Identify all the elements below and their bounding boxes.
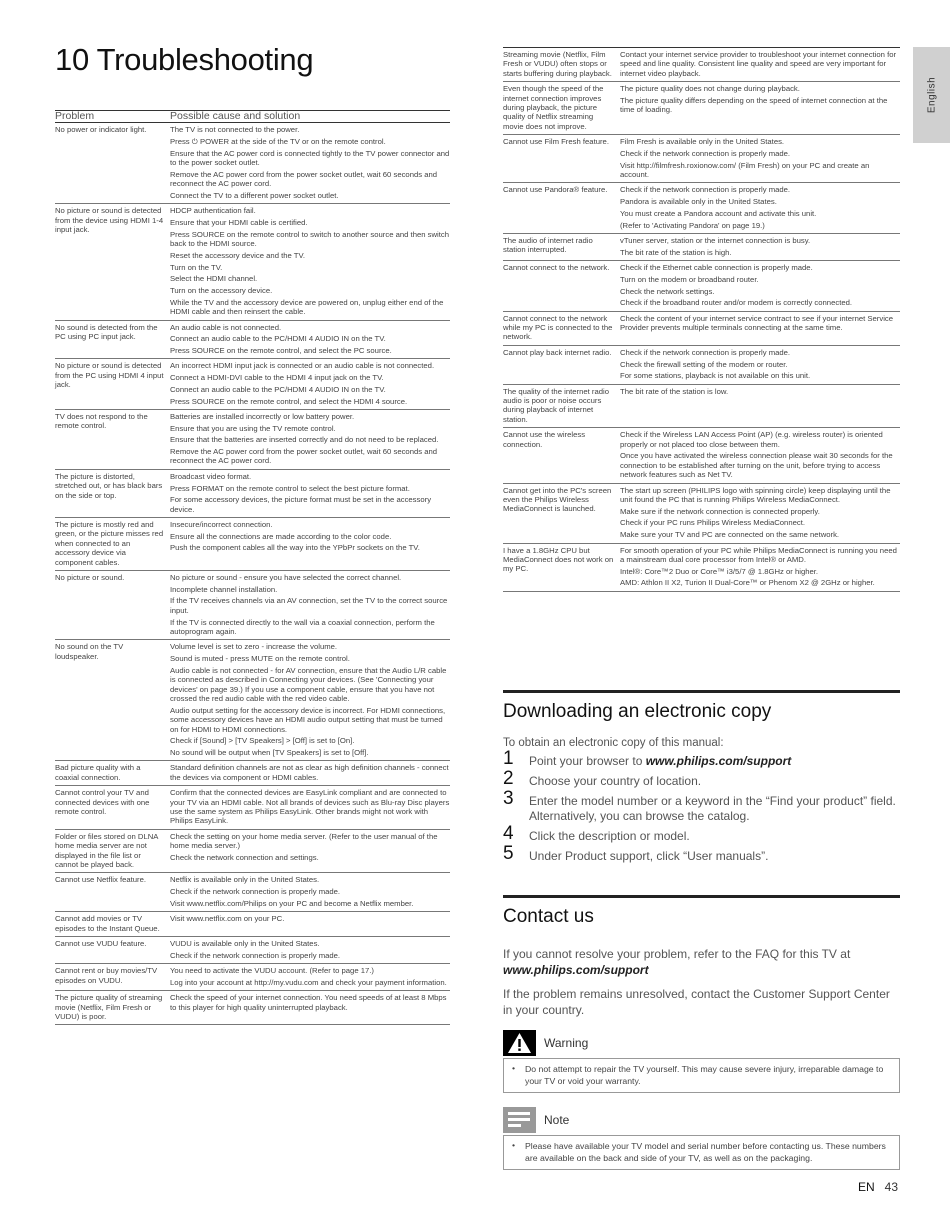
download-step (503, 788, 900, 824)
step-number: 5 (503, 843, 514, 864)
solution-line: Film Fresh is available only in the United States. (620, 137, 785, 147)
table-row (503, 543, 900, 591)
solution-line: While the TV and the accessory device are powered on, unplug either end of the HDMI cable and then reinsert the cable. (170, 297, 444, 317)
table-row (55, 964, 450, 991)
table-row (503, 135, 900, 183)
solution-line: An incorrect HDMI input jack is connected or an audio cable is not connected. (170, 361, 435, 371)
problem-cell: I have a 1.8GHz CPU but MediaConnect does not work on my PC. (503, 543, 620, 591)
note-label: Note (544, 1113, 570, 1127)
solution-cell (170, 786, 450, 830)
solution-line: Broadcast video format. (170, 471, 252, 481)
table-row (55, 829, 450, 873)
problem-cell: Cannot play back internet radio. (503, 345, 620, 384)
solution-line: Volume level is set to zero - increase the volume. (170, 642, 338, 652)
download-intro: To obtain an electronic copy of this manual: (503, 737, 724, 749)
table-row (503, 48, 900, 82)
page-footer (858, 1180, 898, 1194)
table-row (55, 786, 450, 830)
solution-line: Check the content of your internet service contract to see if your internet Service Provider prevents multiple terminals connecting at the same time. (620, 313, 894, 333)
step-text: Point your browser to (529, 754, 646, 768)
problem-cell: Cannot connect to the network. (503, 261, 620, 312)
solution-line: For some accessory devices, the picture format must be set in the accessory device. (170, 495, 432, 514)
solution-line: For smooth operation of your PC while Philips MediaConnect is running you need a mainstream dual core processor from Intel® or AMD. (620, 545, 897, 564)
solution-line: Reset the accessory device and the TV. (170, 250, 306, 260)
solution-line: Ensure that you are using the TV remote control. (170, 423, 336, 433)
step-text: Click the description or model. (529, 829, 690, 843)
solution-line: Batteries are installed incorrectly or low battery power. (170, 411, 355, 421)
solution-cell (620, 261, 900, 312)
problem-cell: Cannot rent or buy movies/TV episodes on VUDU. (55, 964, 170, 991)
solution-line: The bit rate of the station is low. (620, 386, 729, 396)
problem-cell: Cannot use the wireless connection. (503, 428, 620, 483)
note-text: Please have available your TV model and serial number before contacting us. These numbers are available on the back and side of your TV, as well as on the packaging. (525, 1141, 886, 1163)
solution-cell (170, 640, 450, 761)
download-step (503, 823, 900, 844)
troubleshooting-table-right (503, 47, 900, 592)
step-text: Enter the model number or a keyword in the “Find your product” field. Alternatively, you can browse the catalog. (529, 794, 896, 823)
solution-line: Turn on the modem or broadband router. (620, 274, 759, 284)
solution-cell (620, 483, 900, 543)
contact-faq-text (503, 946, 900, 978)
solution-line: If the TV is connected directly to the wall via a coaxial connection, perform the autoprogram again. (170, 617, 435, 636)
solution-line: Press SOURCE on the remote control to switch to another source and then switch back to the HDMI source. (170, 229, 450, 249)
solution-line: Check if [Sound] > [TV Speakers] > [Off] is set to [On]. (170, 736, 355, 746)
solution-line: Make sure your TV and PC are connected on the same network. (620, 530, 840, 540)
table-row (503, 311, 900, 345)
table-row (55, 761, 450, 786)
solution-line: Remove the AC power cord from the power socket outlet, wait 60 seconds and reconnect the AC power cord. (170, 447, 438, 466)
solution-line: Push the component cables all the way into the YPbPr sockets on the TV. (170, 543, 420, 553)
note-icon (503, 1107, 536, 1133)
solution-line: For some stations, playback is not available on this unit. (620, 371, 811, 381)
problem-cell: TV does not respond to the remote control. (55, 409, 170, 469)
solution-cell (170, 518, 450, 571)
table-row (503, 261, 900, 312)
solution-cell (170, 204, 450, 320)
table-row (503, 345, 900, 384)
solution-cell (620, 384, 900, 428)
step-number: 2 (503, 768, 514, 789)
bullet-icon: • (512, 1063, 516, 1073)
solution-cell (170, 409, 450, 469)
solution-line: The picture quality does not change during playback. (620, 84, 800, 94)
page-title: 10 Troubleshooting (55, 42, 314, 77)
solution-line: Connect the TV to a different power socket outlet. (170, 191, 339, 201)
solution-line: The bit rate of the station is high. (620, 247, 732, 257)
footer-lang: EN (857, 1180, 875, 1194)
solution-cell (170, 912, 450, 937)
solution-line: Ensure that your HDMI cable is certified. (170, 218, 308, 228)
problem-cell: No power or indicator light. (55, 123, 170, 204)
solution-line: vTuner server, station or the internet connection is busy. (620, 235, 811, 245)
note-header (503, 1107, 900, 1133)
solution-line: Confirm that the connected devices are EasyLink compliant and are connected to your TV via an HDMI cable. Not all brands of devices such as Blu-ray Disc players use the same system as Philips EasyLink. Other brands might not work with Philips EasyLink. (170, 788, 450, 826)
step-number: 4 (503, 823, 514, 844)
solution-line: HDCP authentication fail. (170, 206, 256, 216)
contact-unresolved-text: If the problem remains unresolved, contact the Customer Support Center in your country. (503, 987, 890, 1017)
solution-cell (620, 135, 900, 183)
problem-header: Problem (55, 111, 170, 123)
solution-cell (170, 359, 450, 410)
solution-line: Turn on the accessory device. (170, 286, 273, 296)
solution-cell (170, 937, 450, 964)
contact-faq-sentence: If you cannot resolve your problem, refer to the FAQ for this TV at (503, 947, 851, 961)
problem-cell: Streaming movie (Netflix, Film Fresh or VUDU) often stops or starts buffering during playback. (503, 48, 620, 82)
solution-line: Connect an audio cable to the PC/HDMI 4 AUDIO IN on the TV. (170, 384, 386, 394)
solution-line: Standard definition channels are not as clear as high definition channels - connect the devices via component or HDMI cables. (170, 763, 449, 782)
download-step (503, 768, 900, 789)
solution-line: Visit www.netflix.com on your PC. (170, 914, 285, 924)
solution-line: No sound will be output when [TV Speakers] is set to [Off]. (170, 747, 369, 757)
solution-line: Select the HDMI channel. (170, 274, 258, 284)
table-row (55, 518, 450, 571)
page-number: 43 (884, 1180, 898, 1194)
contact-title: Contact us (503, 906, 594, 927)
solution-line: Check if the network connection is properly made. (620, 148, 791, 158)
solution-line: You must create a Pandora account and activate this unit. (620, 208, 817, 218)
download-step (503, 843, 900, 864)
solution-line: If the TV receives channels via an AV connection, set the TV to the correct source input. (170, 596, 448, 615)
problem-cell: The picture quality of streaming movie (Netflix, Film Fresh or VUDU) is poor. (55, 991, 170, 1025)
problem-cell: Folder or files stored on DLNA home media server are not displayed in the file list or cannot be played back. (55, 829, 170, 873)
solution-line: Check if your PC runs Philips Wireless MediaConnect. (620, 518, 805, 528)
warning-header (503, 1030, 900, 1056)
download-section (503, 690, 900, 869)
solution-line: Check if the broadband router and/or modem is correctly connected. (620, 298, 853, 308)
problem-cell: Cannot use Film Fresh feature. (503, 135, 620, 183)
warning-box (503, 1058, 900, 1093)
bullet-icon: • (512, 1140, 516, 1150)
solution-line: Check the network connection and settings. (170, 852, 319, 862)
solution-cell (620, 48, 900, 82)
table-row (503, 233, 900, 260)
problem-cell: No picture or sound. (55, 571, 170, 640)
problem-cell: Cannot use Netflix feature. (55, 873, 170, 912)
solution-cell (170, 320, 450, 359)
solution-cell (170, 123, 450, 204)
problem-cell: Even though the speed of the internet connection improves during playback, the picture quality of Netflix streaming movie does not improve. (503, 82, 620, 135)
solution-line: The TV is not connected to the power. (170, 125, 300, 135)
solution-line: Netflix is available only in the United States. (170, 875, 320, 885)
language-tab (913, 47, 950, 143)
problem-cell: The audio of internet radio station interrupted. (503, 233, 620, 260)
solution-line: Turn on the TV. (170, 262, 223, 272)
solution-line: Check if the network connection is properly made. (170, 950, 341, 960)
solution-cell (620, 183, 900, 234)
note-box (503, 1135, 900, 1170)
download-step (503, 748, 900, 769)
solution-cell (170, 873, 450, 912)
solution-line: Check if the network connection is properly made. (620, 185, 791, 195)
step-text: Under Product support, click “User manuals”. (529, 849, 769, 863)
solution-line: Insecure/incorrect connection. (170, 520, 273, 530)
warning-icon (503, 1030, 536, 1056)
problem-cell: Cannot use VUDU feature. (55, 937, 170, 964)
solution-cell (170, 469, 450, 517)
problem-cell: The quality of the internet radio audio is poor or noise occurs during playback of internet station. (503, 384, 620, 428)
problem-cell: Cannot connect to the network while my PC is connected to the network. (503, 311, 620, 345)
solution-cell (620, 543, 900, 591)
step-number: 3 (503, 788, 514, 809)
solution-line: Connect a HDMI-DVI cable to the HDMI 4 input jack on the TV. (170, 373, 384, 383)
solution-line: No picture or sound - ensure you have selected the correct channel. (170, 573, 402, 583)
solution-line: (Refer to 'Activating Pandora' on page 19.) (620, 220, 765, 230)
solution-line: Sound is muted - press MUTE on the remote control. (170, 654, 350, 664)
solution-line: The start up screen (PHILIPS logo with spinning circle) keep displaying until the unit found the PC that is running Philips Wireless MediaConnect. (620, 485, 891, 504)
table-row (55, 991, 450, 1025)
solution-line: Ensure that the batteries are inserted correctly and do not need to be replaced. (170, 435, 439, 445)
solution-line: Audio output setting for the accessory device is incorrect. For HDMI connections, some accessory devices have an HDMI audio output setting that must be turned on for HDMI to HDMI connections. (170, 705, 446, 734)
solution-cell (170, 829, 450, 873)
solution-cell (170, 964, 450, 991)
table-row (55, 409, 450, 469)
solution-line: Visit http://filmfresh.roxionow.com/ (Film Fresh) on your PC and create an account. (620, 160, 870, 180)
solution-cell (170, 571, 450, 640)
table-row (55, 320, 450, 359)
solution-line: Check if the network connection is properly made. (170, 887, 341, 897)
solution-line: VUDU is available only in the United States. (170, 939, 320, 949)
solution-line: Contact your internet service provider to troubleshoot your internet connection for speed and line quality. Consistent line quality and speed are very important for internet video playback. (620, 50, 897, 78)
table-row (55, 873, 450, 912)
solution-line: Check if the Ethernet cable connection is properly made. (620, 263, 813, 273)
problem-cell: Cannot get into the PC's screen even the Philips Wireless MediaConnect is launched. (503, 483, 620, 543)
problem-cell: Cannot add movies or TV episodes to the Instant Queue. (55, 912, 170, 937)
solution-cell (620, 345, 900, 384)
contact-section (503, 895, 900, 1170)
solution-cell (620, 82, 900, 135)
problem-cell: No picture or sound is detected from the PC using HDMI 4 input jack. (55, 359, 170, 410)
support-link[interactable]: www.philips.com/support (503, 963, 649, 977)
solution-cell (170, 991, 450, 1025)
solution-line: Check if the Wireless LAN Access Point (AP) (e.g. wireless router) is oriented properly or not placed too close between them. (620, 430, 883, 449)
step-text: Choose your country of location. (529, 774, 702, 788)
warning-text: Do not attempt to repair the TV yourself. This may cause severe injury, irreparable damage to your TV or void your warranty. (525, 1064, 884, 1086)
problem-cell: Cannot control your TV and connected devices with one remote control. (55, 786, 170, 830)
table-row (503, 483, 900, 543)
solution-line: Once you have activated the wireless connection please wait 30 seconds for the connection to be established after turning on the unit, before trying to access network features such as Net TV. (620, 451, 893, 480)
step-number: 1 (503, 748, 514, 769)
solution-line: Incomplete channel installation. (170, 584, 278, 594)
solution-line: Press ⏻ POWER at the side of the TV or on the remote control. (170, 137, 386, 147)
solution-line: Log into your account at http://my.vudu.com and check your payment information. (170, 977, 447, 987)
table-row (55, 571, 450, 640)
solution-line: Check the speed of your internet connection. You need speeds of at least 8 Mbps to this player for high quality uninterrupted playback. (170, 993, 447, 1012)
solution-line: Press SOURCE on the remote control, and select the PC source. (170, 345, 392, 355)
solution-line: Intel®: Core™2 Duo or Core™ i3/5/7 @ 1.8GHz or higher. (620, 566, 819, 576)
table-row (503, 428, 900, 483)
problem-cell: No picture or sound is detected from the device using HDMI 1-4 input jack. (55, 204, 170, 320)
solution-line: You need to activate the VUDU account. (Refer to page 17.) (170, 966, 374, 976)
solution-line: Pandora is available only in the United States. (620, 197, 777, 207)
solution-line: Check if the network connection is properly made. (620, 347, 791, 357)
problem-cell: The picture is mostly red and green, or the picture misses red when connected to an accessory device via component cables. (55, 518, 170, 571)
download-steps (503, 748, 900, 864)
problem-cell: The picture is distorted, stretched out, or has black bars on the side or top. (55, 469, 170, 517)
table-row (55, 359, 450, 410)
solution-line: Connect an audio cable to the PC/HDMI 4 AUDIO IN on the TV. (170, 334, 386, 344)
support-link[interactable]: www.philips.com/support (645, 754, 792, 768)
table-row (55, 912, 450, 937)
solution-line: An audio cable is not connected. (170, 322, 282, 332)
solution-line: Press FORMAT on the remote control to select the best picture format. (170, 483, 410, 493)
table-row (503, 183, 900, 234)
problem-cell: Bad picture quality with a coaxial connection. (55, 761, 170, 786)
solution-line: Ensure that the AC power cord is connected tightly to the TV power connector and to the power socket outlet. (170, 148, 450, 168)
table-row (55, 469, 450, 517)
solution-line: Audio cable is not connected - for AV connection, ensure that the Audio L/R cable is connected as described in Connecting your devices. (See 'Connecting your devices' on page 39.) If you use a component cable, ensure that you have not crossed the red audio cable with the red video cable. (170, 665, 447, 704)
table-row (55, 640, 450, 761)
problem-cell: Cannot use Pandora® feature. (503, 183, 620, 234)
solution-line: The picture quality differs depending on the speed of internet connection at the time of loading. (620, 95, 888, 115)
warning-label: Warning (544, 1036, 589, 1050)
solution-line: Press SOURCE on the remote control, and select the HDMI 4 source. (170, 396, 408, 406)
solution-line: Check the firewall setting of the modem or router. (620, 359, 788, 369)
table-row (55, 204, 450, 320)
table-row (503, 384, 900, 428)
solution-line: Ensure all the connections are made according to the color code. (170, 531, 392, 541)
download-title: Downloading an electronic copy (503, 701, 772, 722)
solution-cell (620, 233, 900, 260)
solution-line: AMD: Athlon II X2, Turion II Dual-Core™ or Phenom X2 @ 2GHz or higher. (620, 578, 875, 588)
solution-line: Check the setting on your home media server. (Refer to the user manual of the home media server.) (170, 831, 438, 851)
table-row (55, 123, 450, 204)
table-row (55, 937, 450, 964)
language-tab-label: English (926, 76, 937, 114)
problem-cell: No sound is detected from the PC using PC input jack. (55, 320, 170, 359)
solution-header: Possible cause and solution (170, 111, 450, 123)
table-row (503, 82, 900, 135)
problem-cell: No sound on the TV loudspeaker. (55, 640, 170, 761)
troubleshooting-table-left (55, 110, 450, 1025)
solution-cell (620, 428, 900, 483)
solution-line: Remove the AC power cord from the power socket outlet, wait 60 seconds and reconnect the AC power cord. (170, 169, 438, 189)
solution-line: Make sure if the network connection is connected properly. (620, 506, 820, 516)
solution-cell (620, 311, 900, 345)
solution-line: Visit www.netflix.com/Philips on your PC and become a Netflix member. (170, 898, 414, 908)
solution-cell (170, 761, 450, 786)
solution-line: Check the network settings. (620, 286, 715, 296)
